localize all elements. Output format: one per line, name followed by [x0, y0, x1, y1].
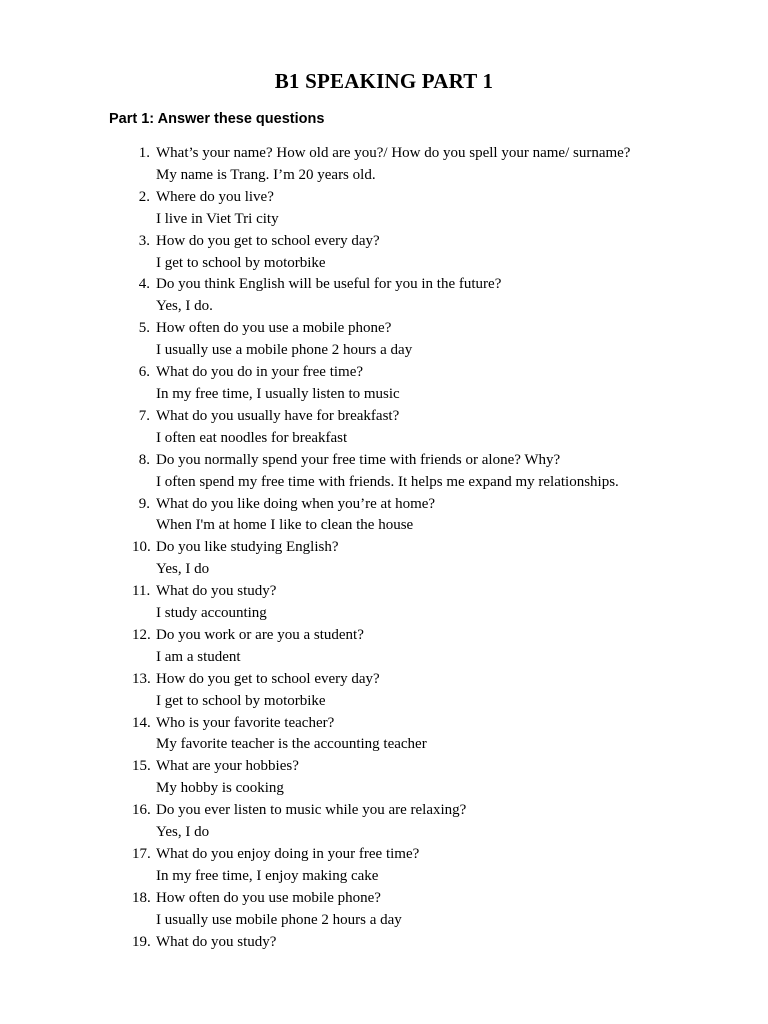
question-number: 11.: [132, 583, 151, 600]
question-item: [0, 756, 768, 800]
question-number: 12.: [132, 626, 151, 643]
question-text: What’s your name? How old are you?/ How do you spell your name/ surname?: [156, 145, 631, 161]
question-text: What do you study?: [156, 583, 277, 600]
question-text: How often do you use mobile phone?: [156, 889, 381, 906]
answer-text: Yes, I do.: [156, 298, 213, 315]
question-item: [0, 932, 768, 954]
question-text: What do you do in your free time?: [156, 364, 364, 381]
answer-text: I usually use mobile phone 2 hours a day: [156, 911, 402, 928]
question-text: Do you ever listen to music while you are relaxing?: [156, 802, 467, 819]
answer-text: Yes, I do: [156, 561, 210, 578]
answer-text: I get to school by motorbike: [156, 692, 326, 709]
question-number: 10.: [132, 539, 151, 556]
question-text: Who is your favorite teacher?: [156, 714, 335, 731]
question-number: 16.: [132, 802, 151, 819]
answer-text: I usually use a mobile phone 2 hours a day: [156, 342, 413, 359]
question-text: What do you study?: [156, 933, 277, 950]
section-heading: Part 1: Answer these questions: [109, 111, 325, 127]
question-number: 17.: [132, 846, 151, 862]
question-item: [0, 231, 768, 275]
question-number: 9.: [138, 495, 150, 512]
question-text: How do you get to school every day?: [156, 670, 380, 687]
question-text: Do you work or are you a student?: [156, 626, 364, 643]
question-number: 5.: [138, 320, 150, 337]
question-text: How often do you use a mobile phone?: [156, 320, 392, 337]
question-number: 6.: [138, 364, 150, 381]
question-item: [0, 625, 768, 669]
question-item: [0, 274, 768, 318]
question-number: 4.: [138, 276, 150, 293]
question-item: [0, 362, 768, 406]
question-item: [0, 537, 768, 581]
answer-text: My favorite teacher is the accounting teacher: [156, 736, 427, 753]
question-item: [0, 143, 768, 187]
question-item: [0, 888, 768, 932]
question-text: What do you like doing when you’re at home?: [156, 495, 436, 512]
answer-text: In my free time, I usually listen to music: [156, 385, 400, 402]
question-item: [0, 406, 768, 450]
answer-text: I am a student: [156, 648, 241, 665]
question-number: 1.: [138, 145, 150, 161]
question-text: What do you usually have for breakfast?: [156, 407, 400, 424]
question-item: [0, 844, 768, 888]
question-number: 8.: [138, 451, 150, 468]
question-text: What are your hobbies?: [156, 758, 299, 775]
answer-text: In my free time, I enjoy making cake: [156, 867, 379, 884]
page-title: B1 SPEAKING PART 1: [274, 69, 494, 93]
answer-text: I often eat noodles for breakfast: [156, 429, 348, 446]
question-number: 14.: [132, 714, 151, 731]
answer-text: I live in Viet Tri city: [156, 210, 279, 227]
question-item: [0, 187, 768, 231]
question-number: 3.: [138, 232, 150, 249]
answer-text: I often spend my free time with friends. It helps me expand my relationships.: [156, 473, 619, 490]
question-list: [0, 143, 768, 954]
question-number: 13.: [132, 670, 151, 687]
question-text: Where do you live?: [156, 188, 274, 205]
question-item: [0, 581, 768, 625]
question-item: [0, 713, 768, 757]
question-item: [0, 494, 768, 538]
question-item: [0, 318, 768, 362]
question-number: 7.: [138, 407, 150, 424]
answer-text: When I'm at home I like to clean the house: [156, 517, 414, 534]
answer-text: I study accounting: [156, 605, 267, 622]
question-item: [0, 800, 768, 844]
question-number: 15.: [132, 758, 151, 775]
question-text: Do you normally spend your free time with friends or alone? Why?: [156, 451, 561, 468]
answer-text: My name is Trang. I’m 20 years old.: [156, 166, 376, 183]
question-number: 19.: [132, 933, 151, 950]
question-text: Do you like studying English?: [156, 539, 339, 556]
answer-text: My hobby is cooking: [156, 780, 284, 797]
question-number: 18.: [132, 889, 151, 906]
question-text: How do you get to school every day?: [156, 232, 380, 249]
question-item: [0, 669, 768, 713]
answer-text: I get to school by motorbike: [156, 254, 326, 271]
question-text: Do you think English will be useful for you in the future?: [156, 276, 502, 293]
question-text: What do you enjoy doing in your free time?: [156, 846, 420, 862]
answer-text: Yes, I do: [156, 824, 210, 841]
question-item: [0, 450, 768, 494]
question-number: 2.: [138, 188, 150, 205]
